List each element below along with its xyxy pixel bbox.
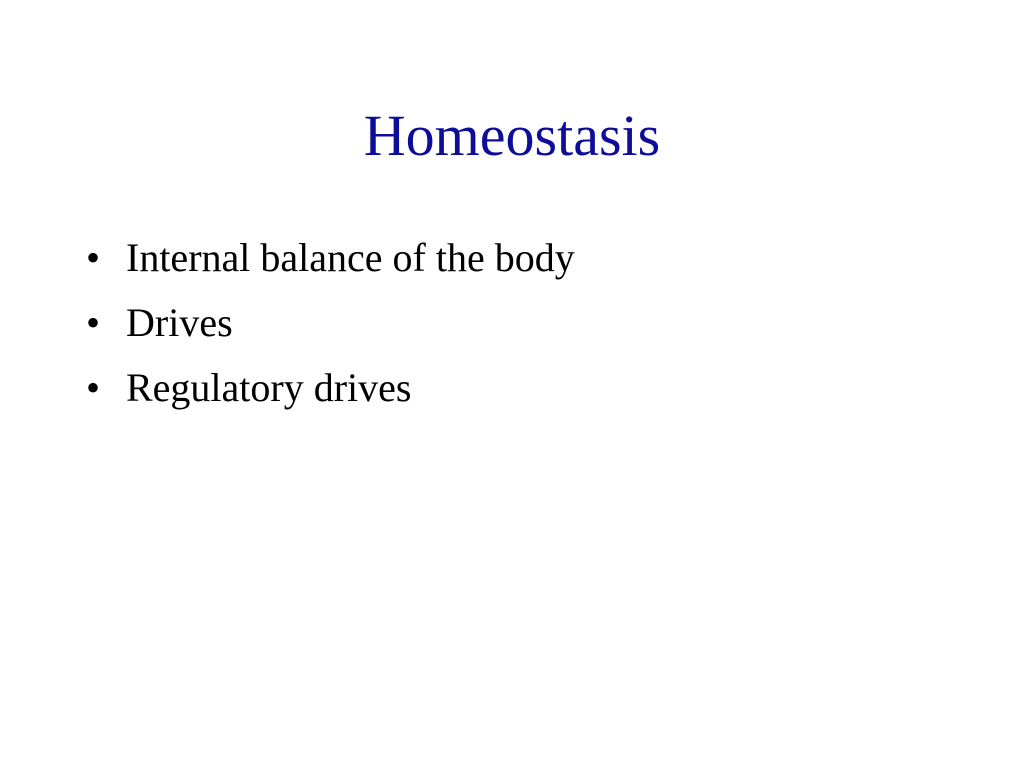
bullet-list <box>86 230 966 425</box>
bullet-marker: • <box>86 235 101 280</box>
bullet-item-internal-balance <box>86 230 966 295</box>
bullet-marker: • <box>86 300 101 345</box>
bullet-item-drives <box>86 295 966 360</box>
bullet-text: Regulatory drives <box>126 365 412 410</box>
bullet-text: Internal balance of the body <box>126 235 575 280</box>
bullet-text: Drives <box>126 300 233 345</box>
bullet-item-regulatory-drives <box>86 360 966 425</box>
slide-title: Homeostasis <box>363 103 661 168</box>
bullet-marker: • <box>86 365 101 410</box>
